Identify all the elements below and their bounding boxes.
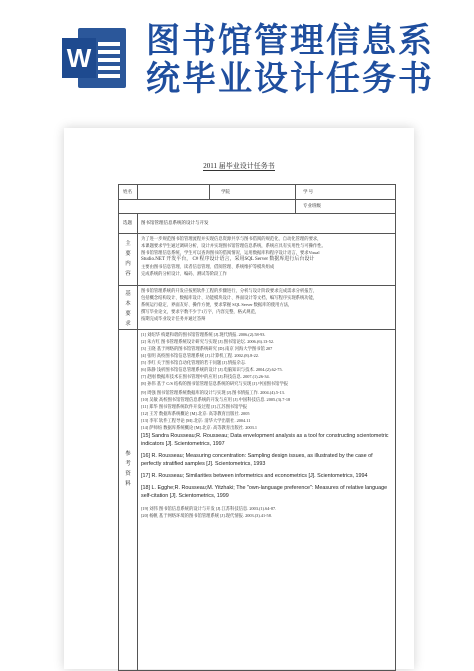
reference-item: [17] R. Rousseau; Similarities between informetrics and econometrics [J]. Scientometrics, 1994 [141,473,368,479]
reference-item: [10] 吴敏 高校图书馆管理信息系统的开发与应用 [J].中国科技信息. 2005.(3).7-18 [141,397,291,402]
content-line: 为了进一步规范图书馆管理流程并实现信息资源共享与图书借阅的规范化、自动化管理的要求， [141,236,322,241]
page-title-line-2: 统毕业设计任务书 [146,59,434,99]
requirement-line: 包括概念结构设计、数据库设计、功能模块设计、界面设计等文档，编写程序实现系统功能， [141,295,318,300]
content-line: 本课题要求学生通过调研分析，设计并实现图书馆管理信息系统，系统应具有实用性与可操作性。 [141,243,326,248]
reference-item: [11] 郑华 图书管理系统软件开发过程 [J].江苏图书馆学报 [141,404,248,409]
reference-item: [18] L. Egghe;R. Rousseau;M. Yitzhaki; The "own-language preference": Measures of relative language self-citation [J]. Scientometrics, 1999 [141,485,388,499]
reference-item: [19] 刘伟 图书馆信息系统的设计与开发 [J].江苏科技信息. 2003.(1).64-87. [141,506,277,511]
reference-item: [15] Sandra Rousseau;R. Rousseau; Data envelopment analysis as a tool for constructing scientometric indicators [J]. Scientometrics, 1997 [141,433,389,447]
content-line: Studio.NET 开发平台， C# 程序设计语言，采用SQL Server 数据库进行后台设计 [141,257,315,262]
reference-item: [13] 李军 软件工程导论 [M].北京: 清华大学出版社. 2004.11 [141,418,251,423]
reference-item: [5] 李红 关于图书馆自动化管理的若干问题 [J].情报杂志. [141,360,247,365]
requirement-line: 图书馆管理系统的开发应按照软件工程的步骤进行，分析与设计阶段要求完成需求分析报告， [141,288,318,293]
page-title-line-1: 图书馆管理信息系 [146,21,434,61]
table-row [119,213,395,234]
student-id-label: 学 号 [303,189,314,194]
document-preview[interactable] [64,128,414,669]
reference-item: [9] 周强 图书馆管理系统数据库的设计与实现 [J].图书情报工作. 2004.(4).5-13. [141,390,285,395]
table-row [119,199,395,214]
basic-requirements-label: 基本要求 [125,291,131,327]
reference-item: [20] 杨帆 基于网络环境的图书馆管理系统 [J].现代情报. 2003.(3).41-58. [141,513,272,518]
reference-item: [1] 刘绍华 构建和谐的图书馆管理系统 [J].现代情报. 2006.(2).58-93. [141,332,266,337]
reference-item: [16] R. Rousseau; Measuring concentration: Sampling design issues, as illustrated by the case of perfectly stratified samples [J]. Scientometrics, 1993 [141,453,373,467]
table-row [119,329,395,670]
table-row [119,285,395,330]
reference-item: [7] 赵刚 数据库技术在图书管理中的应用 [J].科技信息. 2007.(1).26-34. [141,374,270,379]
task-form-table [118,184,396,671]
references-label: 参考资料 [125,451,131,487]
college-label: 学院 [221,189,230,194]
requirement-line: 按期完成毕业设计任务并通过答辩 [141,316,206,321]
reference-item: [2] 朱方红 图书管理系统设计研究与实现 [J].图书馆论坛. 2006.(6).13-52. [141,339,275,344]
requirement-line: 撰写毕业论文，要求字数不少于1万字，内容完整，格式规范， [141,309,260,314]
document-title: 2011 届毕业设计任务书 [203,162,275,170]
reference-item: [6] 陈静 浅析图书馆信息管理系统的设计 [J].电脑知识与技术. 2004.(2).62-75. [141,367,283,372]
reference-item: [3] 王晓 基于网络的图书馆管理系统研究 [D].南京 河海大学图书馆 207 [141,346,273,351]
content-line: 图书馆管理信息系统，学生可以查询图书的借阅情况，运用数据库和程序设计语言，要求Visual [141,250,320,255]
name-label: 姓名 [123,189,132,194]
reference-item: [4] 张明 高校图书馆信息管理系统 [J].计算机工程. 2002.(8).8-22. [141,353,260,358]
major-class-label: 专业班级 [303,203,321,208]
reference-item: [14] 萨师煊 数据库系统概论 [M].北京: 高等教育出版社. 2003.1 [141,425,258,430]
content-line: 完成系统的分析设计、编码、测试等阶段工作 [141,271,227,276]
topic-value: 图书馆管理信息系统的设计与开发 [141,220,209,225]
table-row [119,185,395,200]
main-content-label: 主要内容 [125,241,131,277]
topic-label: 选题 [123,220,132,225]
reference-item: [12] 王芳 数据库系统概论 [M].北京: 高等教育出版社. 2005 [141,411,250,416]
word-icon-letter: W [62,38,96,78]
requirement-line: 系统运行稳定、界面友好、操作方便，要求掌握 SQL Server 数据库的使用方法， [141,302,293,307]
page-header [0,0,474,112]
content-line: 主要由图书信息管理、读者信息管理、借阅管理、系统维护等模块组成 [141,264,275,269]
reference-item: [8] 孙伟 基于 C/S 结构的图书馆管理信息系统的研究与实现 [J].中国图书馆学报 [141,381,289,386]
word-document-icon [58,24,128,92]
table-row [119,233,395,286]
